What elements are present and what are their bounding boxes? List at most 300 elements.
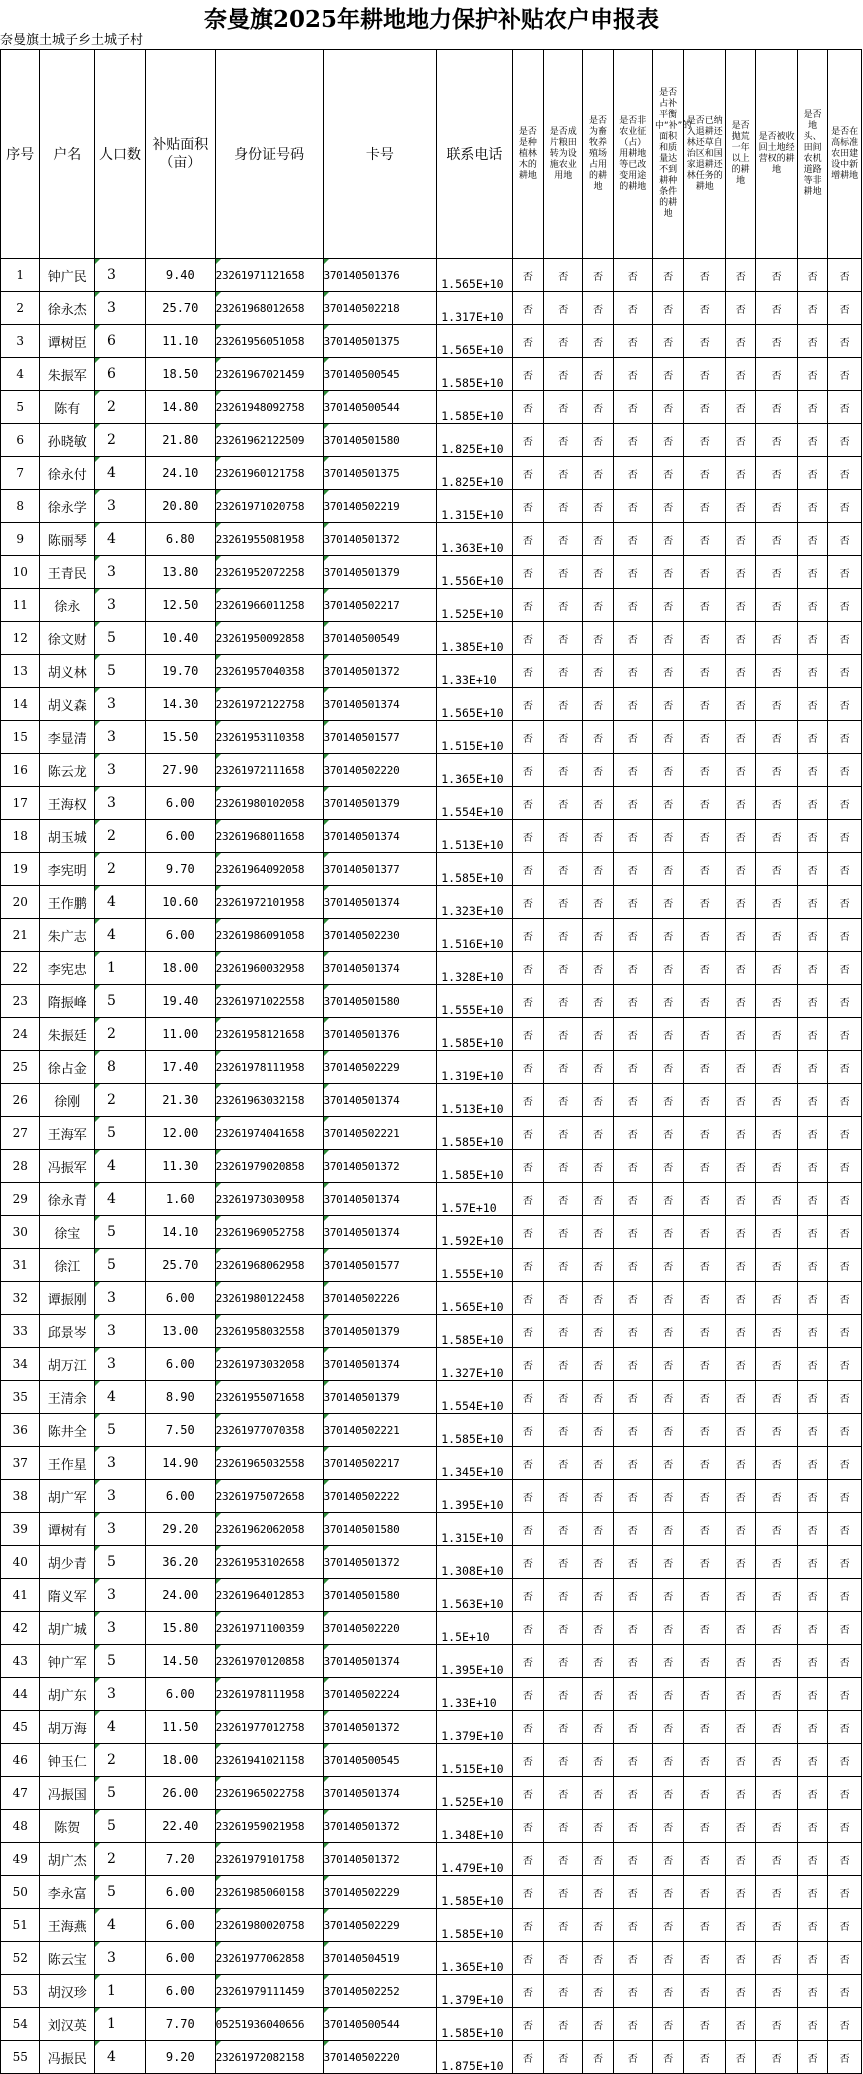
text-format-marker [95,1480,100,1485]
name-cell-text: 胡义林 [47,665,87,681]
flag-q6-cell: 否 [684,853,726,886]
pop-cell-text: 4 [106,927,116,943]
card-cell [323,688,437,721]
phone-cell [437,1612,512,1645]
subsidy-table [0,49,862,2074]
phone-cell-text: 1.57E+10 [441,1201,497,1215]
flag-q10-cell: 否 [828,820,862,853]
flag-q4-cell: 否 [613,424,652,457]
flag-q7-cell: 否 [726,1909,756,1942]
phone-cell [437,1150,512,1183]
seq-cell [1,1018,40,1051]
flag-q1-cell: 否 [512,1414,543,1447]
seq-cell-text: 9 [16,532,25,546]
flag-q10-cell: 否 [828,523,862,556]
flag-q10-cell: 否 [828,622,862,655]
id-cell-text: 23261956051058 [215,334,305,348]
card-cell-text: 370140502229 [323,1060,400,1074]
flag-q1-cell: 否 [512,1942,543,1975]
id-cell [215,1315,323,1348]
flag-q7-cell: 否 [726,1282,756,1315]
area-cell-text: 9.40 [165,268,195,282]
flag-q7-cell: 否 [726,1612,756,1645]
text-format-marker [95,1183,100,1188]
card-cell [323,853,437,886]
pop-cell [94,1051,145,1084]
id-cell [215,424,323,457]
name-cell-text: 胡玉城 [47,830,87,846]
text-format-marker [324,1810,329,1815]
area-cell [146,754,216,787]
pop-cell [94,820,145,853]
flag-q1-cell: 否 [512,1612,543,1645]
flag-q2-cell: 否 [543,523,582,556]
flag-q8-cell: 否 [756,1612,798,1645]
text-format-marker [95,1315,100,1320]
area-cell-text: 6.80 [165,532,195,546]
flag-q3-cell: 否 [583,622,613,655]
flag-q1-cell: 否 [512,1777,543,1810]
flag-q3-cell: 否 [583,1975,613,2008]
card-cell-text: 370140501379 [323,796,400,810]
id-cell-text: 23261986091058 [215,928,305,942]
text-format-marker [216,457,221,462]
table-row [1,1546,862,1579]
flag-q10-cell: 否 [828,952,862,985]
flag-q4-cell: 否 [613,853,652,886]
id-cell-text: 23261941021158 [215,1753,305,1767]
flag-q2-cell: 否 [543,589,582,622]
text-format-marker [95,1414,100,1419]
flag-q4-cell: 否 [613,1579,652,1612]
pop-cell-text: 5 [106,1818,116,1834]
id-cell [215,1579,323,1612]
flag-q4-cell: 否 [613,622,652,655]
pop-cell-text: 5 [106,1785,116,1801]
flag-q6-cell: 否 [684,1942,726,1975]
card-cell [323,2041,437,2074]
phone-cell-text: 1.585E+10 [441,409,504,423]
flag-q8-cell: 否 [756,1876,798,1909]
flag-q8-cell: 否 [756,1282,798,1315]
name-cell [40,1051,95,1084]
pop-cell-text: 4 [106,465,116,481]
area-cell-text: 11.00 [162,1027,199,1041]
seq-cell-text: 40 [12,1555,28,1569]
area-cell [146,1810,216,1843]
phone-cell [437,1513,512,1546]
phone-cell-text: 1.315E+10 [441,1531,504,1545]
text-format-marker [95,1612,100,1617]
flag-q7-cell: 否 [726,655,756,688]
flag-q6-cell: 否 [684,1051,726,1084]
id-cell [215,1975,323,2008]
pop-cell [94,1513,145,1546]
card-cell-text: 370140502229 [323,1918,400,1932]
name-cell-text: 谭树臣 [47,335,87,351]
card-cell [323,952,437,985]
flag-q9-cell: 否 [798,1546,828,1579]
area-cell-text: 9.20 [165,2050,195,2064]
pop-cell-text: 3 [106,1290,116,1306]
phone-cell-text: 1.563E+10 [441,1597,504,1611]
flag-q4-cell: 否 [613,490,652,523]
seq-cell [1,589,40,622]
table-row [1,1876,862,1909]
text-format-marker [324,1216,329,1221]
name-cell-text: 胡义森 [47,698,87,714]
table-row [1,1117,862,1150]
text-format-marker [216,622,221,627]
flag-q9-cell: 否 [798,424,828,457]
flag-q1-cell: 否 [512,556,543,589]
flag-q5-cell: 否 [653,325,684,358]
flag-q2-cell: 否 [543,1480,582,1513]
phone-cell-text: 1.585E+10 [441,1168,504,1182]
pop-cell [94,886,145,919]
flag-q1-cell: 否 [512,2008,543,2041]
phone-cell [437,325,512,358]
id-cell-text: 23261973030958 [215,1192,305,1206]
area-cell [146,1018,216,1051]
text-format-marker [216,523,221,528]
flag-q4-cell: 否 [613,688,652,721]
flag-q8-cell: 否 [756,1381,798,1414]
flag-q6-cell: 否 [684,1678,726,1711]
area-cell [146,622,216,655]
id-cell [215,523,323,556]
seq-cell [1,1645,40,1678]
flag-q4-cell: 否 [613,1447,652,1480]
text-format-marker [324,1381,329,1386]
seq-cell-text: 14 [12,697,28,711]
flag-q1-cell: 否 [512,1117,543,1150]
flag-q7-cell: 否 [726,1051,756,1084]
area-cell-text: 25.70 [162,301,199,315]
text-format-marker [216,391,221,396]
flag-q5-cell: 否 [653,1546,684,1579]
flag-q4-cell: 否 [613,259,652,292]
area-cell-text: 27.90 [162,763,199,777]
table-row [1,985,862,1018]
text-format-marker [216,1711,221,1716]
flag-q8-cell: 否 [756,1645,798,1678]
flag-q6-cell: 否 [684,1150,726,1183]
seq-cell-text: 48 [12,1819,28,1833]
flag-q2-cell: 否 [543,556,582,589]
header-q8: 是否被收回土地经营权的耕地 [756,50,798,259]
text-format-marker [324,391,329,396]
text-format-marker [95,1942,100,1947]
phone-cell-text: 1.554E+10 [441,805,504,819]
area-cell [146,1579,216,1612]
id-cell [215,622,323,655]
id-cell [215,1744,323,1777]
seq-cell [1,1546,40,1579]
flag-q6-cell: 否 [684,688,726,721]
text-format-marker [324,1249,329,1254]
seq-cell-text: 17 [12,796,28,810]
phone-cell-text: 1.379E+10 [441,1993,504,2007]
text-format-marker [324,325,329,330]
text-format-marker [95,919,100,924]
pop-cell [94,655,145,688]
name-cell-text: 孙晓敏 [47,434,87,450]
area-cell-text: 19.70 [162,664,199,678]
text-format-marker [95,1909,100,1914]
area-cell [146,325,216,358]
phone-cell [437,1480,512,1513]
card-cell-text: 370140501374 [323,697,400,711]
text-format-marker [324,622,329,627]
header-area: 补贴面积（亩） [146,50,216,259]
flag-q1-cell: 否 [512,1909,543,1942]
phone-cell [437,1249,512,1282]
flag-q10-cell: 否 [828,1810,862,1843]
flag-q10-cell: 否 [828,1942,862,1975]
phone-cell [437,358,512,391]
id-cell [215,1348,323,1381]
name-cell [40,1447,95,1480]
card-cell [323,1579,437,1612]
flag-q10-cell: 否 [828,1183,862,1216]
area-cell [146,886,216,919]
flag-q7-cell: 否 [726,1975,756,2008]
seq-cell-text: 34 [12,1357,28,1371]
seq-cell-text: 6 [16,433,25,447]
flag-q3-cell: 否 [583,259,613,292]
name-cell-text: 徐文财 [47,632,87,648]
text-format-marker [216,325,221,330]
text-format-marker [95,1348,100,1353]
pop-cell-text: 2 [106,861,116,877]
phone-cell [437,919,512,952]
flag-q5-cell: 否 [653,886,684,919]
flag-q2-cell: 否 [543,1777,582,1810]
name-cell [40,919,95,952]
text-format-marker [95,1282,100,1287]
seq-cell-text: 15 [12,730,28,744]
pop-cell [94,1546,145,1579]
id-cell-text: 23261965032558 [215,1456,305,1470]
table-row [1,952,862,985]
pop-cell [94,2041,145,2074]
pop-cell [94,1810,145,1843]
table-row [1,1282,862,1315]
flag-q5-cell: 否 [653,457,684,490]
flag-q1-cell: 否 [512,919,543,952]
flag-q10-cell: 否 [828,1018,862,1051]
phone-cell [437,259,512,292]
seq-cell [1,358,40,391]
id-cell [215,754,323,787]
card-cell [323,1447,437,1480]
flag-q8-cell: 否 [756,1414,798,1447]
text-format-marker [216,919,221,924]
flag-q6-cell: 否 [684,589,726,622]
flag-q2-cell: 否 [543,1876,582,1909]
flag-q9-cell: 否 [798,721,828,754]
pop-cell-text: 3 [106,1488,116,1504]
seq-cell-text: 31 [12,1258,28,1272]
seq-cell-text: 30 [12,1225,28,1239]
id-cell-text: 23261968062958 [215,1258,305,1272]
flag-q6-cell: 否 [684,721,726,754]
seq-cell [1,292,40,325]
flag-q7-cell: 否 [726,457,756,490]
flag-q6-cell: 否 [684,1843,726,1876]
card-cell-text: 370140501379 [323,1324,400,1338]
text-format-marker [216,1909,221,1914]
flag-q8-cell: 否 [756,985,798,1018]
pop-cell-text: 2 [106,1752,116,1768]
pop-cell-text: 4 [106,1389,116,1405]
id-cell-text: 23261968012658 [215,301,305,315]
flag-q9-cell: 否 [798,259,828,292]
flag-q2-cell: 否 [543,259,582,292]
name-cell-text: 冯振民 [47,2051,87,2067]
flag-q2-cell: 否 [543,1315,582,1348]
card-cell-text: 370140501374 [323,1192,400,1206]
id-cell [215,1546,323,1579]
name-cell [40,2008,95,2041]
area-cell [146,490,216,523]
flag-q9-cell: 否 [798,490,828,523]
table-row [1,919,862,952]
text-format-marker [324,1282,329,1287]
flag-q5-cell: 否 [653,820,684,853]
id-cell [215,325,323,358]
flag-q2-cell: 否 [543,1612,582,1645]
id-cell-text: 23261958032558 [215,1324,305,1338]
flag-q4-cell: 否 [613,523,652,556]
flag-q1-cell: 否 [512,490,543,523]
flag-q10-cell: 否 [828,292,862,325]
seq-cell-text: 16 [12,763,28,777]
area-cell-text: 26.00 [162,1786,199,1800]
phone-cell-text: 1.585E+10 [441,871,504,885]
card-cell-text: 370140501372 [323,1852,400,1866]
flag-q5-cell: 否 [653,1579,684,1612]
phone-cell [437,1546,512,1579]
flag-q9-cell: 否 [798,1249,828,1282]
table-row [1,2008,862,2041]
flag-q2-cell: 否 [543,1909,582,1942]
name-cell-text: 钟玉仁 [47,1754,87,1770]
area-cell [146,1282,216,1315]
flag-q6-cell: 否 [684,1348,726,1381]
flag-q10-cell: 否 [828,1051,862,1084]
table-row [1,1744,862,1777]
area-cell-text: 6.00 [165,1291,195,1305]
seq-cell-text: 22 [12,961,28,975]
flag-q2-cell: 否 [543,2008,582,2041]
area-cell-text: 10.60 [162,895,199,909]
pop-cell-text: 1 [106,1983,116,1999]
id-cell [215,1117,323,1150]
flag-q4-cell: 否 [613,1381,652,1414]
id-cell [215,1381,323,1414]
text-format-marker [216,556,221,561]
seq-cell-text: 36 [12,1423,28,1437]
card-cell [323,1084,437,1117]
flag-q7-cell: 否 [726,1645,756,1678]
area-cell [146,1249,216,1282]
flag-q1-cell: 否 [512,952,543,985]
phone-cell [437,1381,512,1414]
text-format-marker [324,424,329,429]
card-cell-text: 370140501374 [323,1786,400,1800]
name-cell [40,754,95,787]
name-cell-text: 冯振军 [47,1160,87,1176]
flag-q10-cell: 否 [828,1282,862,1315]
text-format-marker [216,358,221,363]
flag-q8-cell: 否 [756,952,798,985]
pop-cell [94,622,145,655]
flag-q6-cell: 否 [684,886,726,919]
name-cell [40,1546,95,1579]
pop-cell-text: 1 [106,2016,116,2032]
phone-cell-text: 1.328E+10 [441,970,504,984]
flag-q10-cell: 否 [828,985,862,1018]
flag-q4-cell: 否 [613,2008,652,2041]
flag-q3-cell: 否 [583,1216,613,1249]
table-row [1,556,862,589]
flag-q1-cell: 否 [512,1447,543,1480]
phone-cell [437,1051,512,1084]
area-cell-text: 21.30 [162,1093,199,1107]
text-format-marker [324,1183,329,1188]
area-cell-text: 12.00 [162,1126,199,1140]
card-cell [323,1282,437,1315]
pop-cell [94,1117,145,1150]
flag-q5-cell: 否 [653,1645,684,1678]
flag-q6-cell: 否 [684,2041,726,2074]
text-format-marker [324,820,329,825]
flag-q9-cell: 否 [798,1480,828,1513]
table-row [1,1711,862,1744]
card-cell [323,886,437,919]
area-cell-text: 6.00 [165,1489,195,1503]
flag-q2-cell: 否 [543,1051,582,1084]
text-format-marker [216,1876,221,1881]
name-cell [40,523,95,556]
text-format-marker [95,292,100,297]
flag-q3-cell: 否 [583,1051,613,1084]
pop-cell-text: 5 [106,1125,116,1141]
flag-q7-cell: 否 [726,1744,756,1777]
table-row [1,622,862,655]
name-cell-text: 陈有 [54,401,81,417]
pop-cell [94,1282,145,1315]
flag-q7-cell: 否 [726,1249,756,1282]
area-cell [146,919,216,952]
text-format-marker [95,985,100,990]
id-cell-text: 23261971121658 [215,268,305,282]
card-cell-text: 370140502217 [323,1456,400,1470]
flag-q2-cell: 否 [543,1744,582,1777]
seq-cell-text: 20 [12,895,28,909]
flag-q8-cell: 否 [756,1249,798,1282]
flag-q9-cell: 否 [798,556,828,589]
seq-cell-text: 35 [12,1390,28,1404]
flag-q4-cell: 否 [613,292,652,325]
text-format-marker [95,1546,100,1551]
seq-cell [1,688,40,721]
header-q4: 是否非农业征（占）用耕地等已改变用途的耕地 [613,50,652,259]
text-format-marker [324,1744,329,1749]
text-format-marker [95,424,100,429]
